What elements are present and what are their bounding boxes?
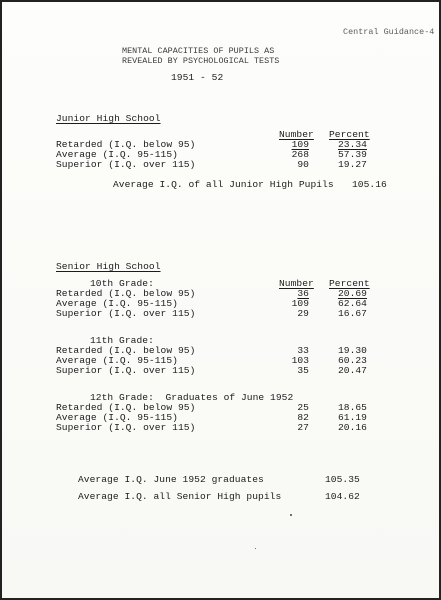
grade-row-label: Superior (I.Q. over 115) — [56, 422, 196, 433]
grade-row-label: Average (I.Q. 95-115) — [56, 355, 178, 366]
grade-row-number: 36 — [297, 288, 309, 299]
grade-title: 12th Grade: Graduates of June 1952 — [90, 392, 294, 403]
scan-border-left — [0, 0, 2, 600]
junior-heading: Junior High School — [56, 113, 161, 124]
junior-average-label: Average I.Q. of all Junior High Pupils — [113, 179, 334, 190]
scan-speck — [255, 548, 256, 549]
grade-row-percent: 20.16 — [337, 422, 367, 433]
grade-row-label: Retarded (I.Q. below 95) — [56, 402, 196, 413]
grade-row-number: 35 — [297, 365, 309, 376]
corner-label: Central Guidance-4 — [343, 27, 435, 37]
school-year: 1951 - 52 — [171, 72, 224, 83]
grade-row-percent: 18.65 — [337, 402, 367, 413]
junior-row-label: Superior (I.Q. over 115) — [56, 159, 196, 170]
grade-row-label: Superior (I.Q. over 115) — [56, 365, 196, 376]
senior-heading: Senior High School — [56, 261, 161, 272]
junior-row-number: 268 — [291, 149, 309, 160]
summary-value: 104.62 — [325, 491, 360, 502]
grade-title: 11th Grade: — [90, 335, 154, 346]
scan-border-top — [0, 0, 441, 2]
grade-row-percent: 62.64 — [337, 298, 367, 309]
grade-row-label: Average (I.Q. 95-115) — [56, 298, 178, 309]
grade-row-number: 27 — [297, 422, 309, 433]
grade-row-label: Superior (I.Q. over 115) — [56, 308, 196, 319]
summary-value: 105.35 — [325, 474, 360, 485]
junior-col-percent: Percent — [329, 129, 370, 140]
junior-col-number: Number — [279, 129, 314, 140]
grade-row-number: 33 — [297, 345, 309, 356]
grade-row-number: 109 — [291, 298, 309, 309]
title-line-1: MENTAL CAPACITIES OF PUPILS AS — [122, 46, 275, 56]
grade-row-percent: 19.30 — [337, 345, 367, 356]
grade-row-number: 103 — [291, 355, 309, 366]
grade-title: 10th Grade: — [90, 278, 154, 289]
junior-average-value: 105.16 — [352, 179, 387, 190]
grade-row-label: Average (I.Q. 95-115) — [56, 412, 178, 423]
junior-row-label: Average (I.Q. 95-115) — [56, 149, 178, 160]
grade-row-percent: 60.23 — [337, 355, 367, 366]
grade-row-label: Retarded (I.Q. below 95) — [56, 345, 196, 356]
grade-row-number: 29 — [297, 308, 309, 319]
grade-row-label: Retarded (I.Q. below 95) — [56, 288, 196, 299]
junior-row-percent: 19.27 — [337, 159, 367, 170]
summary-label: Average I.Q. all Senior High pupils — [78, 491, 282, 502]
junior-row-percent: 23.34 — [337, 139, 367, 150]
senior-col-percent: Percent — [329, 278, 370, 289]
title-line-2: REVEALED BY PSYCHOLOGICAL TESTS — [122, 56, 280, 66]
grade-row-number: 25 — [297, 402, 309, 413]
grade-row-percent: 61.19 — [337, 412, 367, 423]
junior-row-number: 109 — [291, 139, 309, 150]
summary-label: Average I.Q. June 1952 graduates — [78, 474, 264, 485]
junior-row-label: Retarded (I.Q. below 95) — [56, 139, 196, 150]
senior-col-number: Number — [279, 278, 314, 289]
grade-row-number: 82 — [297, 412, 309, 423]
scan-speck — [290, 514, 292, 516]
grade-row-percent: 20.69 — [337, 288, 367, 299]
grade-row-percent: 16.67 — [337, 308, 367, 319]
junior-row-percent: 57.39 — [337, 149, 367, 160]
junior-row-number: 90 — [297, 159, 309, 170]
grade-row-percent: 20.47 — [337, 365, 367, 376]
